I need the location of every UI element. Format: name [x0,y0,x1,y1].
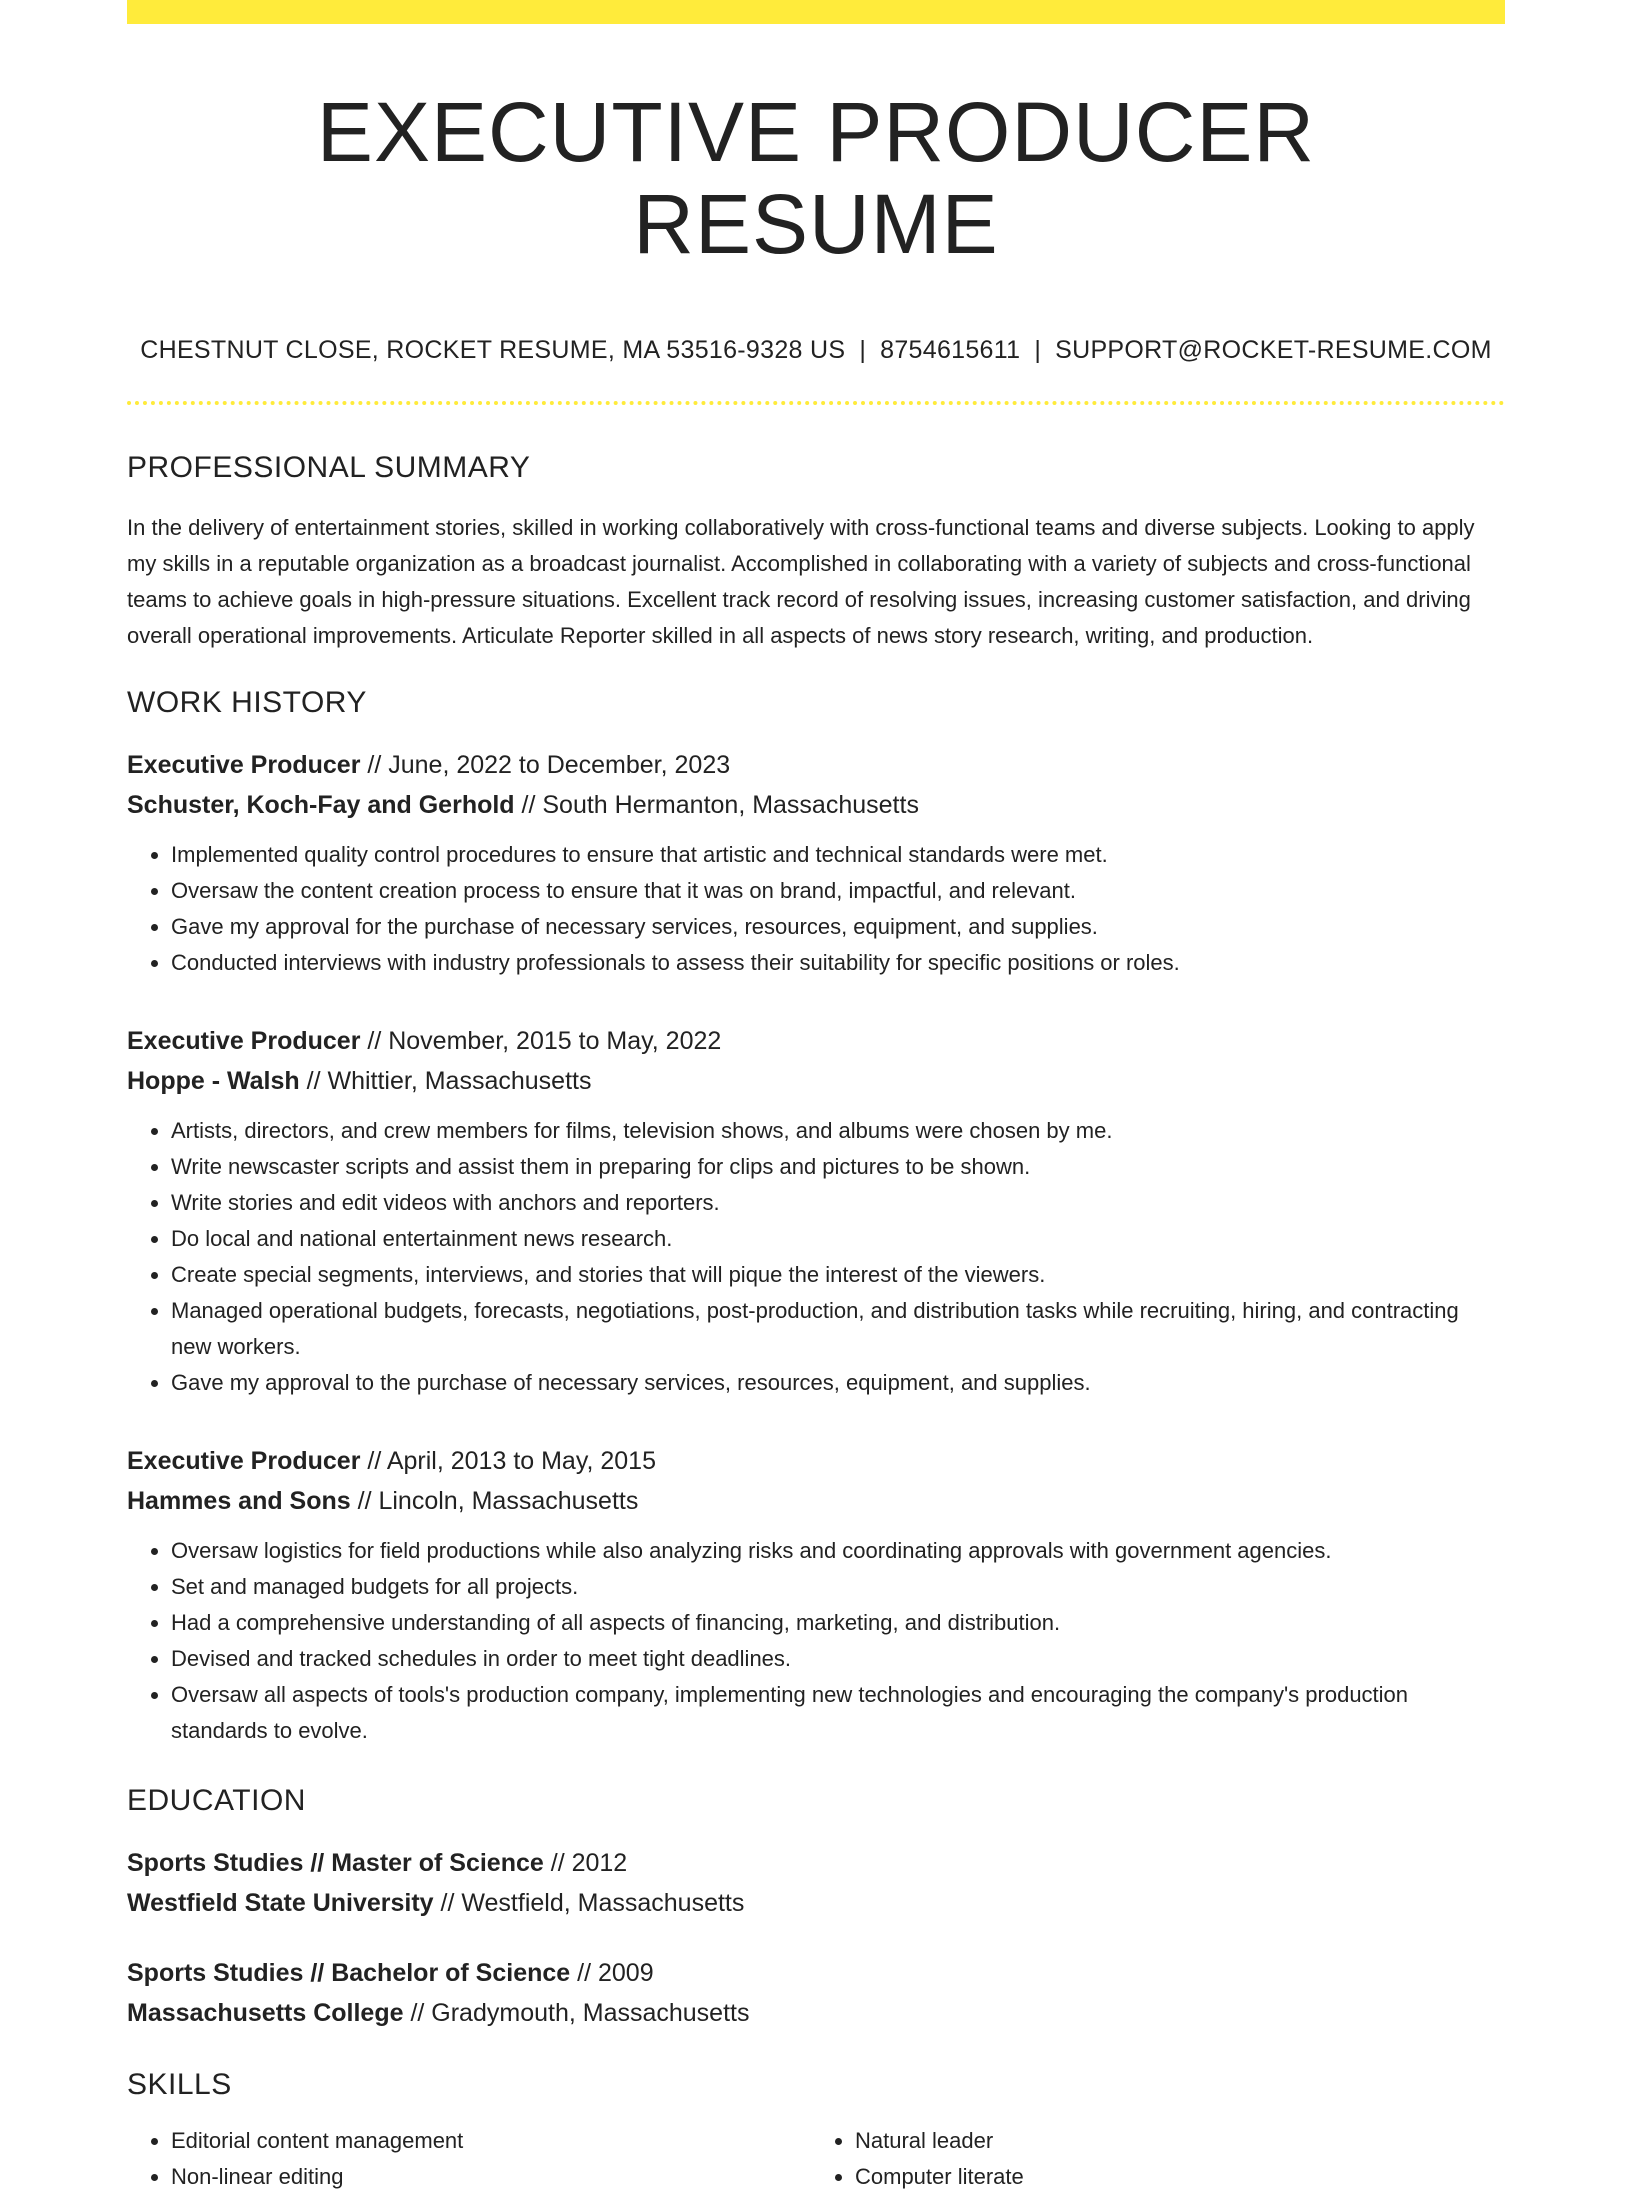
dotted-divider [127,401,1505,405]
contact-address: CHESTNUT CLOSE, ROCKET RESUME, MA 53516-9328 US [140,335,846,364]
job-title: Executive Producer [127,1446,361,1475]
degree-year: // 2009 [577,1958,654,1987]
job-bullet: • Create special segments, interviews, and stories that will pique the interest of the viewers. [171,1257,1505,1293]
contact-email: SUPPORT@ROCKET-RESUME.COM [1055,335,1492,364]
education-entry [127,1953,1505,2033]
contact-separator: | [1034,335,1042,364]
job-bullet: • Oversaw logistics for field productions while also analyzing risks and coordinating approvals with government agencies. [171,1533,1505,1569]
job-title-line [127,1441,1505,1481]
skill-item: • Computer literate [855,2159,1491,2195]
job-bullet: • Managed operational budgets, forecasts, negotiations, post-production, and distribution tasks while recruiting, hiring, and contracting new workers. [171,1293,1505,1365]
job-company-line [127,1481,1505,1521]
job-company: Hammes and Sons [127,1486,351,1515]
job-dates: // November, 2015 to May, 2022 [367,1026,722,1055]
job-bullets [127,1533,1505,1749]
degree-line [127,1953,1505,1993]
summary-heading: PROFESSIONAL SUMMARY [127,450,531,484]
school-location: // Gradymouth, Massachusetts [410,1998,750,2027]
job-entry [127,1441,1505,1749]
job-bullets [127,837,1505,981]
job-entry [127,745,1505,981]
job-bullet: • Oversaw all aspects of tools's production company, implementing new technologies and encouraging the company's production standards to evolve. [171,1677,1505,1749]
job-bullet: • Devised and tracked schedules in order to meet tight deadlines. [171,1641,1505,1677]
job-bullet: • Had a comprehensive understanding of all aspects of financing, marketing, and distribution. [171,1605,1505,1641]
contact-line [127,335,1505,365]
school-location: // Westfield, Massachusetts [440,1888,745,1917]
school-line [127,1993,1505,2033]
job-bullet: • Gave my approval for the purchase of necessary services, resources, equipment, and supplies. [171,909,1505,945]
job-bullet: • Gave my approval to the purchase of necessary services, resources, equipment, and supplies. [171,1365,1505,1401]
job-company-line [127,1061,1505,1101]
job-bullet: • Write stories and edit videos with anchors and reporters. [171,1185,1505,1221]
job-title-line [127,745,1505,785]
skill-item: • Editorial content management [171,2123,807,2159]
job-bullet: • Do local and national entertainment news research. [171,1221,1505,1257]
job-company: Hoppe - Walsh [127,1066,300,1095]
skill-item: • Non-linear editing [171,2159,807,2195]
skills-list [127,2123,1505,2195]
contact-separator: | [859,335,867,364]
job-location: // Lincoln, Massachusetts [357,1486,639,1515]
job-company: Schuster, Koch-Fay and Gerhold [127,790,515,819]
job-bullets [127,1113,1505,1401]
skill-item: • Natural leader [855,2123,1491,2159]
resume-page [127,0,1505,2195]
job-bullet: • Conducted interviews with industry professionals to assess their suitability for specific positions or roles. [171,945,1505,981]
job-dates: // June, 2022 to December, 2023 [367,750,731,779]
education-heading: EDUCATION [127,1783,306,1817]
job-entry [127,1021,1505,1401]
skills-heading: SKILLS [127,2067,232,2101]
job-bullet: • Implemented quality control procedures to ensure that artistic and technical standards were met. [171,837,1505,873]
school: Massachusetts College [127,1998,404,2027]
degree-line [127,1843,1505,1883]
school: Westfield State University [127,1888,434,1917]
job-bullet: • Oversaw the content creation process to ensure that it was on brand, impactful, and relevant. [171,873,1505,909]
job-title-line [127,1021,1505,1061]
skills-column-left [127,2123,807,2195]
summary-text: In the delivery of entertainment stories, skilled in working collaboratively with cross-functional teams and diverse subjects. Looking to apply my skills in a reputable organization as a broadcast journalist. Accomplished in collaborating with a variety of subjects and cross-functional teams to achieve goals in high-pressure situations. Excellent track record of resolving issues, increasing customer satisfaction, and driving overall operational improvements. Articulate Reporter skilled in all aspects of news story research, writing, and production. [127,514,1475,648]
job-title: Executive Producer [127,750,361,779]
accent-top-bar [127,0,1505,24]
skills-column-right [807,2123,1491,2195]
job-company-line [127,785,1505,825]
job-dates: // April, 2013 to May, 2015 [367,1446,656,1475]
job-location: // Whittier, Massachusetts [306,1066,592,1095]
job-location: // South Hermanton, Massachusetts [521,790,919,819]
job-bullet: • Artists, directors, and crew members for films, television shows, and albums were chosen by me. [171,1113,1505,1149]
school-line [127,1883,1505,1923]
degree-year: // 2012 [550,1848,628,1877]
job-title: Executive Producer [127,1026,361,1055]
page-title: EXECUTIVE PRODUCER RESUME [316,85,1316,272]
job-bullet: • Write newscaster scripts and assist them in preparing for clips and pictures to be shown. [171,1149,1505,1185]
degree: Sports Studies // Master of Science [127,1848,544,1877]
contact-phone: 8754615611 [880,335,1021,364]
degree: Sports Studies // Bachelor of Science [127,1958,571,1987]
job-bullet: • Set and managed budgets for all projects. [171,1569,1505,1605]
education-entry [127,1843,1505,1923]
work-history-heading: WORK HISTORY [127,685,367,719]
